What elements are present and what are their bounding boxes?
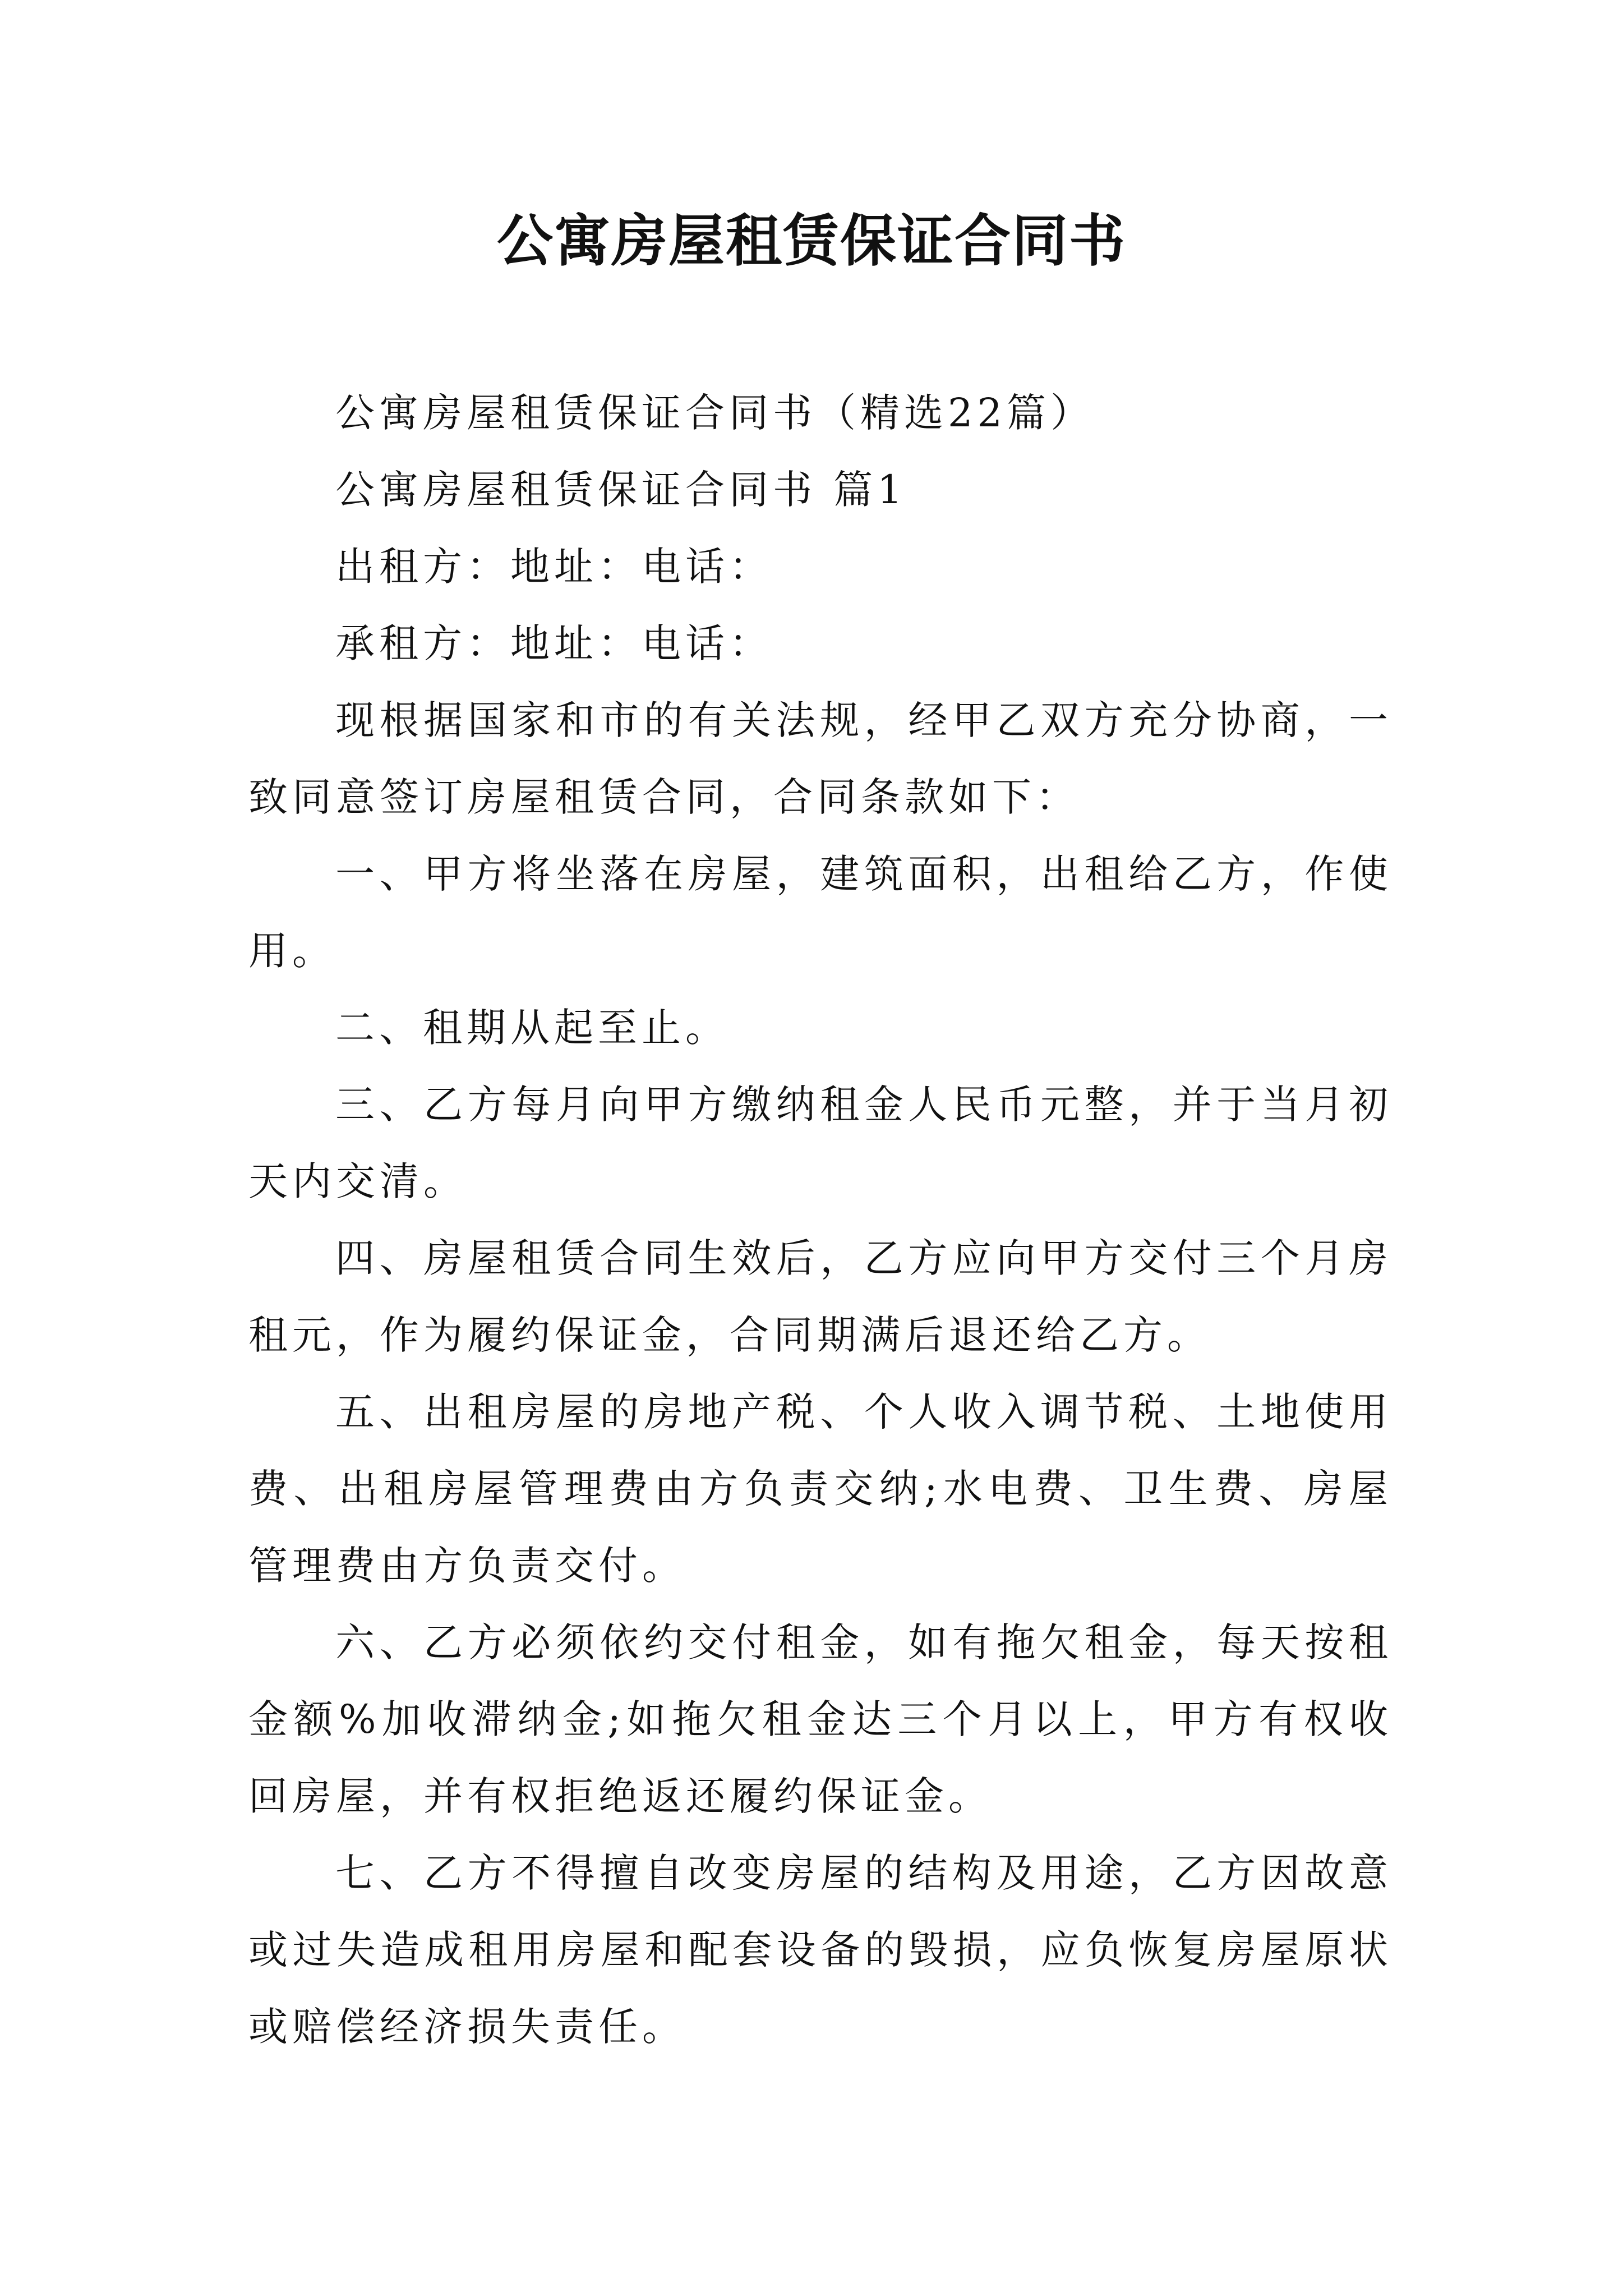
clause-1: 一、甲方将坐落在房屋，建筑面积，出租给乙方，作使用。: [248, 851, 1393, 974]
clause-4: 四、房屋租赁合同生效后，乙方应向甲方交付三个月房租元，作为履约保证金，合同期满后退还给乙方。: [248, 1235, 1393, 1358]
lessor-line: 出租方：地址：电话：: [335, 544, 773, 590]
clause-5: 五、出租房屋的房地产税、个人收入调节税、土地使用费、出租房屋管理费由方负责交纳;水电费、卫生费、房屋管理费由方负责交付。: [248, 1389, 1393, 1589]
clause-6: 六、乙方必须依约交付租金，如有拖欠租金，每天按租金额%加收滞纳金;如拖欠租金达三个月以上，甲方有权收回房屋，并有权拒绝返还履约保证金。: [248, 1619, 1393, 1819]
document-title: 公寓房屋租赁保证合同书: [497, 208, 1126, 274]
section-heading: 公寓房屋租赁保证合同书 篇1: [335, 467, 907, 513]
clause-7: 七、乙方不得擅自改变房屋的结构及用途，乙方因故意或过失造成租用房屋和配套设备的毁损，应负恢复房屋原状或赔偿经济损失责任。: [248, 1850, 1393, 2050]
subtitle-paragraph: 公寓房屋租赁保证合同书（精选22篇）: [335, 390, 1095, 436]
document-body: [248, 375, 1393, 2065]
clause-2: 二、租期从起至止。: [335, 1005, 729, 1051]
clause-3: 三、乙方每月向甲方缴纳租金人民币元整，并于当月初天内交清。: [248, 1082, 1393, 1204]
preamble-paragraph: 现根据国家和市的有关法规，经甲乙双方充分协商，一致同意签订房屋租赁合同，合同条款如下：: [248, 697, 1393, 820]
lessee-line: 承租方：地址：电话：: [335, 620, 773, 666]
